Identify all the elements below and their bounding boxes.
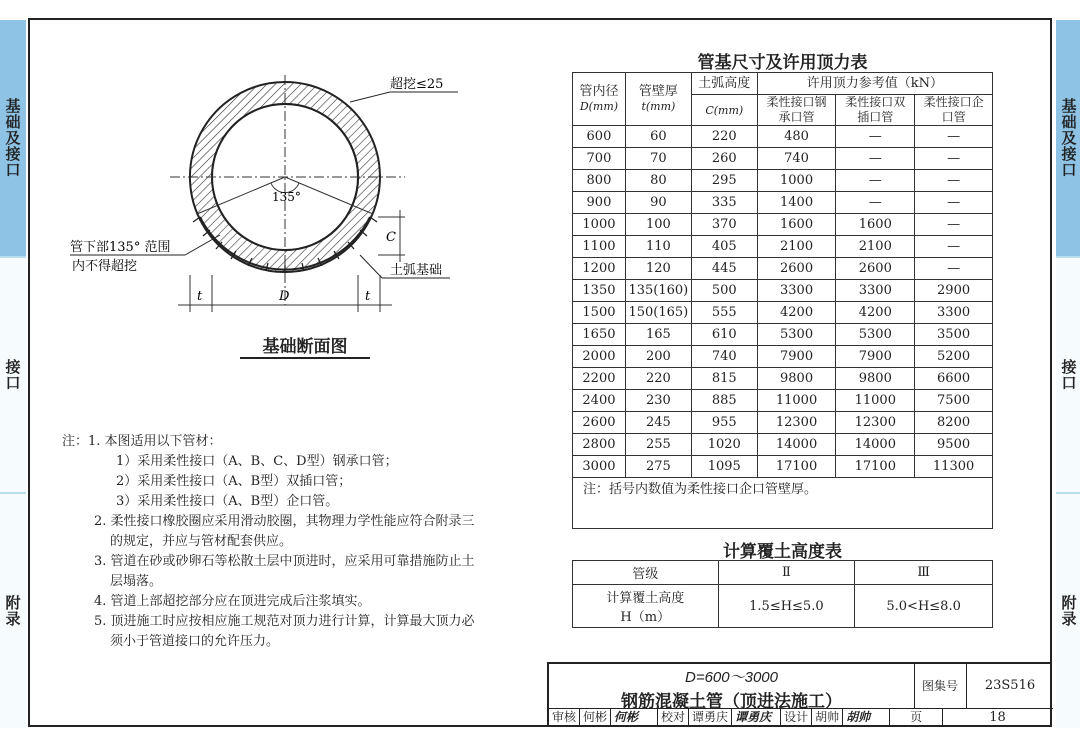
cell-wall: 120 — [625, 258, 691, 280]
cell-inner-diameter: 3000 — [573, 456, 626, 478]
t2-col-ii: Ⅱ — [718, 561, 855, 585]
cell-arc-height: 1095 — [691, 456, 757, 478]
note-item: 5. 顶进施工时应按相应施工规范对顶力进行计算，计算最大顶力必须小于管道接口的允许压力。 — [94, 614, 475, 649]
header-col-bell: 柔性接口钢承口管 — [757, 95, 836, 126]
cell-thrust-socket: 17100 — [836, 456, 915, 478]
foundation-label: 土弧基础 — [390, 263, 443, 278]
cell-thrust-socket: — — [836, 170, 915, 192]
cell-thrust-bell: 4200 — [757, 302, 836, 324]
atlas-number: 23S516 — [967, 664, 1053, 709]
t-right-label: t — [365, 289, 371, 304]
review-label: 审核 — [549, 708, 580, 727]
cell-inner-diameter: 2200 — [573, 368, 626, 390]
cell-arc-height: 500 — [691, 280, 757, 302]
table-row — [573, 258, 993, 280]
cell-arc-height: 955 — [691, 412, 757, 434]
right-tab-joint[interactable] — [1056, 258, 1080, 492]
t-left-label: t — [197, 289, 203, 304]
cell-thrust-spigot: 7500 — [915, 390, 993, 412]
title-line-2: 钢筋混凝土管（顶进法施工） — [621, 692, 842, 712]
left-tab-foundation[interactable] — [0, 20, 26, 256]
t2-val-ii: 1.5≤H≤5.0 — [718, 585, 855, 628]
cell-thrust-bell: 17100 — [757, 456, 836, 478]
cell-arc-height: 295 — [691, 170, 757, 192]
cell-thrust-socket: 12300 — [836, 412, 915, 434]
cell-arc-height: 445 — [691, 258, 757, 280]
cell-inner-diameter: 700 — [573, 148, 626, 170]
cell-thrust-spigot: 3500 — [915, 324, 993, 346]
note-item: 2. 柔性接口橡胶圈应采用滑动胶圈，其物理力学性能应符合附录三的规定，并应与管材配套供应。 — [94, 514, 475, 549]
cell-wall: 255 — [625, 434, 691, 456]
cell-thrust-spigot: — — [915, 258, 993, 280]
right-tab-foundation-label: 基础及接口 — [1059, 98, 1078, 178]
left-tab-foundation-label: 基础及接口 — [3, 98, 22, 178]
foundation-section-diagram — [60, 70, 480, 330]
cell-inner-diameter: 1650 — [573, 324, 626, 346]
cell-thrust-socket: 5300 — [836, 324, 915, 346]
no-overdig-leader — [185, 235, 220, 255]
table1-note: 注：括号内数值为柔性接口企口管壁厚。 — [573, 478, 993, 529]
cell-thrust-bell: 14000 — [757, 434, 836, 456]
table-row — [573, 412, 993, 434]
title-block — [547, 662, 1052, 727]
cell-thrust-spigot: — — [915, 192, 993, 214]
cell-thrust-bell: 2600 — [757, 258, 836, 280]
right-tab-appendix-label: 附录 — [1059, 595, 1078, 627]
cell-wall: 80 — [625, 170, 691, 192]
table-row — [573, 192, 993, 214]
cell-thrust-bell: 2100 — [757, 236, 836, 258]
cell-thrust-socket: 7900 — [836, 346, 915, 368]
pipe-base-table — [572, 72, 993, 529]
cell-wall: 165 — [625, 324, 691, 346]
cell-thrust-spigot: — — [915, 236, 993, 258]
check-signature: 谭勇庆 — [732, 708, 781, 727]
cell-thrust-socket: 2100 — [836, 236, 915, 258]
design-label: 设计 — [781, 708, 812, 727]
cell-wall: 110 — [625, 236, 691, 258]
cell-thrust-socket: 1600 — [836, 214, 915, 236]
right-tab-appendix[interactable] — [1056, 494, 1080, 728]
table-row — [573, 236, 993, 258]
header-inner-diameter: 管内径 D(mm) — [573, 73, 626, 126]
cell-inner-diameter: 900 — [573, 192, 626, 214]
cell-thrust-spigot: — — [915, 126, 993, 148]
design-name: 胡帅 — [812, 708, 843, 727]
cell-thrust-spigot: — — [915, 148, 993, 170]
signature-row — [549, 708, 1052, 727]
cell-thrust-socket: 9800 — [836, 368, 915, 390]
cell-thrust-bell: 9800 — [757, 368, 836, 390]
header-thrust-group: 许用顶力参考值（kN） — [757, 73, 992, 95]
foundation-leader — [360, 255, 382, 278]
table-row — [573, 346, 993, 368]
cell-arc-height: 885 — [691, 390, 757, 412]
review-signature: 何彬 — [611, 708, 658, 727]
cell-thrust-bell: 3300 — [757, 280, 836, 302]
cell-inner-diameter: 600 — [573, 126, 626, 148]
cell-inner-diameter: 1100 — [573, 236, 626, 258]
cell-thrust-spigot: 5200 — [915, 346, 993, 368]
header-col-socket: 柔性接口双插口管 — [836, 95, 915, 126]
cell-wall: 150(165) — [625, 302, 691, 324]
header-arc-unit: C(mm) — [691, 95, 757, 126]
cell-inner-diameter: 2600 — [573, 412, 626, 434]
table-row — [573, 280, 993, 302]
t2-row-label: 计算覆土高度 H（m） — [573, 585, 719, 628]
left-tab-joint-label: 接口 — [3, 359, 22, 391]
cell-wall: 245 — [625, 412, 691, 434]
cell-inner-diameter: 2800 — [573, 434, 626, 456]
cell-thrust-bell: 1600 — [757, 214, 836, 236]
table-row — [573, 324, 993, 346]
cell-wall: 275 — [625, 456, 691, 478]
cell-thrust-bell: 740 — [757, 148, 836, 170]
cell-thrust-socket: 14000 — [836, 434, 915, 456]
cell-thrust-socket: — — [836, 126, 915, 148]
cell-arc-height: 335 — [691, 192, 757, 214]
left-tab-appendix[interactable] — [0, 494, 26, 728]
cell-thrust-spigot: 3300 — [915, 302, 993, 324]
cell-thrust-socket: 3300 — [836, 280, 915, 302]
table2-title: 计算覆土高度表 — [723, 542, 842, 562]
cover-height-table — [572, 560, 993, 628]
cell-inner-diameter: 1000 — [573, 214, 626, 236]
table-row — [573, 214, 993, 236]
notes-block — [62, 432, 482, 652]
cell-arc-height: 740 — [691, 346, 757, 368]
cell-wall: 60 — [625, 126, 691, 148]
cell-thrust-spigot: — — [915, 214, 993, 236]
cell-thrust-spigot: 2900 — [915, 280, 993, 302]
cell-arc-height: 260 — [691, 148, 757, 170]
cell-inner-diameter: 800 — [573, 170, 626, 192]
cell-thrust-bell: 5300 — [757, 324, 836, 346]
page-label: 页 — [890, 708, 943, 727]
cell-wall: 135(160) — [625, 280, 691, 302]
cell-wall: 230 — [625, 390, 691, 412]
cell-inner-diameter: 1500 — [573, 302, 626, 324]
cell-arc-height: 405 — [691, 236, 757, 258]
no-overdig-label-2: 内不得超挖 — [72, 259, 138, 274]
cell-inner-diameter: 2000 — [573, 346, 626, 368]
cell-inner-diameter: 1350 — [573, 280, 626, 302]
cell-thrust-spigot: — — [915, 170, 993, 192]
design-signature: 胡帅 — [843, 708, 890, 727]
cell-arc-height: 815 — [691, 368, 757, 390]
cell-thrust-socket: — — [836, 148, 915, 170]
cell-inner-diameter: 1200 — [573, 258, 626, 280]
t2-col-grade: 管级 — [573, 561, 719, 585]
cell-thrust-socket: 2600 — [836, 258, 915, 280]
drawing-title — [549, 664, 915, 712]
t2-val-iii: 5.0<H≤8.0 — [855, 585, 993, 628]
table-row — [573, 126, 993, 148]
header-wall: 管壁厚 t(mm) — [625, 73, 691, 126]
cell-thrust-spigot: 8200 — [915, 412, 993, 434]
table1-title: 管基尺寸及许用顶力表 — [697, 53, 868, 73]
table-row — [573, 170, 993, 192]
note-item: 3. 管道在砂或砂卵石等松散土层中顶进时，应采用可靠措施防止土层塌落。 — [94, 554, 475, 589]
cell-thrust-bell: 1000 — [757, 170, 836, 192]
cell-arc-height: 555 — [691, 302, 757, 324]
cell-thrust-bell: 11000 — [757, 390, 836, 412]
check-label: 校对 — [658, 708, 689, 727]
table-row — [573, 302, 993, 324]
cell-arc-height: 370 — [691, 214, 757, 236]
overdig-label: 超挖≤25 — [390, 77, 444, 92]
table-row — [573, 148, 993, 170]
cell-wall: 90 — [625, 192, 691, 214]
c-label: C — [386, 230, 396, 245]
no-overdig-label-1: 管下部135° 范围 — [70, 240, 171, 255]
overdig-leader — [350, 92, 390, 102]
cell-wall: 200 — [625, 346, 691, 368]
table-row — [573, 390, 993, 412]
cell-thrust-socket: 11000 — [836, 390, 915, 412]
header-arc-height: 土弧高度 — [691, 73, 757, 95]
title-line-1: D=600～3000 — [685, 669, 778, 686]
table-row — [573, 368, 993, 390]
table-row — [573, 434, 993, 456]
note-item: 3）采用柔性接口（A、B型）企口管。 — [116, 494, 339, 509]
cell-thrust-spigot: 9500 — [915, 434, 993, 456]
right-tab-foundation[interactable] — [1056, 20, 1080, 256]
d-label: D — [279, 289, 290, 304]
cell-arc-height: 1020 — [691, 434, 757, 456]
cell-thrust-bell: 12300 — [757, 412, 836, 434]
right-tab-joint-label: 接口 — [1059, 359, 1078, 391]
left-tab-joint[interactable] — [0, 258, 26, 492]
t2-col-iii: Ⅲ — [855, 561, 993, 585]
cell-thrust-spigot: 6600 — [915, 368, 993, 390]
cell-arc-height: 220 — [691, 126, 757, 148]
notes-intro: 注：1. 本图适用以下管材： — [62, 434, 222, 449]
cell-thrust-bell: 7900 — [757, 346, 836, 368]
review-name: 何彬 — [580, 708, 611, 727]
header-col-spigot: 柔性接口企口管 — [915, 95, 993, 126]
page-number: 18 — [989, 710, 1006, 725]
cell-thrust-socket: — — [836, 192, 915, 214]
angle-label: 135° — [272, 190, 301, 204]
note-item: 4. 管道上部超挖部分应在顶进完成后注浆填实。 — [94, 594, 371, 609]
cell-thrust-bell: 1400 — [757, 192, 836, 214]
cell-arc-height: 610 — [691, 324, 757, 346]
check-name: 谭勇庆 — [689, 708, 732, 727]
note-item: 1）采用柔性接口（A、B、C、D型）钢承口管； — [116, 454, 398, 469]
cell-wall: 100 — [625, 214, 691, 236]
cell-inner-diameter: 2400 — [573, 390, 626, 412]
table-row — [573, 456, 993, 478]
left-tab-appendix-label: 附录 — [3, 595, 22, 627]
cell-wall: 220 — [625, 368, 691, 390]
cell-wall: 70 — [625, 148, 691, 170]
cell-thrust-spigot: 11300 — [915, 456, 993, 478]
cell-thrust-bell: 480 — [757, 126, 836, 148]
note-item: 2）采用柔性接口（A、B型）双插口管； — [116, 474, 352, 489]
atlas-label: 图集号 — [914, 664, 967, 709]
diagram-caption: 基础断面图 — [240, 332, 370, 359]
cell-thrust-socket: 4200 — [836, 302, 915, 324]
